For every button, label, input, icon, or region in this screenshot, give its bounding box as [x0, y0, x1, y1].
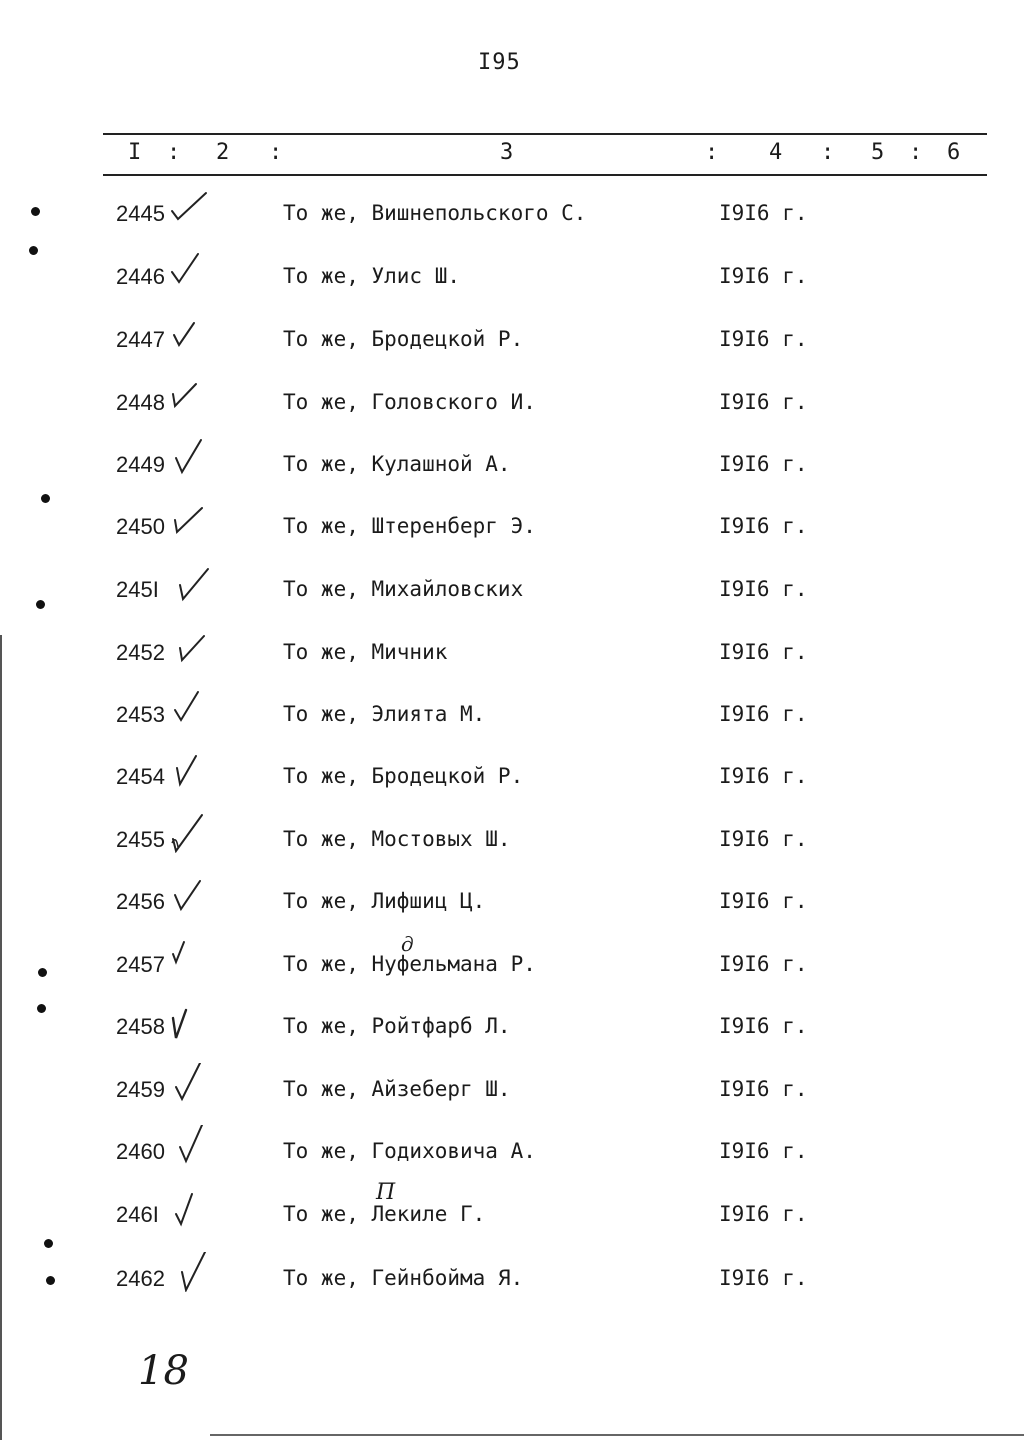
list-item [0, 702, 1024, 742]
record-number: 2447 [116, 327, 165, 352]
record-number: 2454 [116, 764, 165, 789]
record-year: I9I6 г. [719, 640, 808, 664]
handwritten-correction: П [376, 1180, 396, 1205]
record-year: I9I6 г. [719, 952, 808, 976]
record-description: То же, Годиховича А. [283, 1139, 536, 1163]
page-number: I95 [478, 50, 521, 75]
check-mark-icon [168, 500, 214, 540]
check-mark-icon [168, 750, 214, 790]
record-description: То же, Улис Ш. [283, 264, 461, 288]
record-description: То же, Бродецкой Р. [283, 327, 524, 351]
column-header-6: 6 [947, 140, 961, 165]
list-item [0, 1077, 1024, 1117]
record-number: 2450 [116, 514, 165, 539]
list-item [0, 889, 1024, 929]
list-item [0, 952, 1024, 992]
record-year: I9I6 г. [719, 1077, 808, 1101]
column-header-4: 4 [769, 140, 783, 165]
record-number: 2453 [116, 702, 165, 727]
column-separator-3: : [705, 140, 719, 165]
record-description: То же, Кулашной А. [283, 452, 511, 476]
list-item [0, 1139, 1024, 1179]
column-header-5: 5 [871, 140, 885, 165]
check-mark-icon [168, 563, 214, 603]
check-mark-icon [168, 1125, 214, 1165]
handwritten-correction: д [401, 932, 414, 956]
record-description: То же, Вишнепольского С. [283, 201, 587, 225]
check-mark-icon [168, 938, 214, 978]
binding-hole-mark [29, 246, 38, 255]
record-year: I9I6 г. [719, 1266, 808, 1290]
record-year: I9I6 г. [719, 201, 808, 225]
check-mark-icon [168, 813, 214, 853]
list-item [0, 1014, 1024, 1054]
binding-hole-mark [37, 1004, 46, 1013]
list-item [0, 514, 1024, 554]
record-description: То же, Лифшиц Ц. [283, 889, 486, 913]
record-number: 2448 [116, 390, 165, 415]
record-year: I9I6 г. [719, 390, 808, 414]
record-number: 2458 [116, 1014, 165, 1039]
check-mark-icon [168, 313, 214, 353]
check-mark-icon [168, 875, 214, 915]
record-description: То же, Головского И. [283, 390, 536, 414]
list-item [0, 764, 1024, 804]
record-year: I9I6 г. [719, 764, 808, 788]
list-item [0, 640, 1024, 680]
binding-hole-mark [44, 1239, 53, 1248]
page-edge-left [0, 635, 2, 1440]
list-item [0, 452, 1024, 492]
column-header-3: 3 [500, 140, 514, 165]
check-mark-icon [168, 626, 214, 666]
check-mark-icon [168, 187, 214, 227]
column-separator-1: : [167, 140, 181, 165]
record-description: То же, Элията М. [283, 702, 486, 726]
binding-hole-mark [38, 968, 47, 977]
record-year: I9I6 г. [719, 1202, 808, 1226]
column-header-1: I [128, 140, 142, 165]
record-description: То же, Бродецкой Р. [283, 764, 524, 788]
record-description: То же, Нуфельмана Р. [283, 952, 536, 976]
check-mark-icon [168, 250, 214, 290]
record-number: 246I [116, 1202, 159, 1227]
binding-hole-mark [41, 494, 50, 503]
column-separator-2: : [269, 140, 283, 165]
page-edge-bottom [210, 1434, 1024, 1436]
list-item [0, 264, 1024, 304]
list-item [0, 201, 1024, 241]
list-item [0, 577, 1024, 617]
record-number: 2457 [116, 952, 165, 977]
record-description: То же, Штеренберг Э. [283, 514, 536, 538]
record-year: I9I6 г. [719, 577, 808, 601]
check-mark-icon [168, 1252, 214, 1292]
record-number: 2459 [116, 1077, 165, 1102]
record-description: То же, Гейнбойма Я. [283, 1266, 524, 1290]
record-year: I9I6 г. [719, 827, 808, 851]
list-item [0, 827, 1024, 867]
check-mark-icon [168, 688, 214, 728]
header-bottom-rule [103, 174, 987, 176]
record-number: 2449 [116, 452, 165, 477]
record-number: 245I [116, 577, 159, 602]
record-year: I9I6 г. [719, 514, 808, 538]
record-number: 2456 [116, 889, 165, 914]
check-mark-icon [168, 1188, 214, 1228]
record-number: 2455 [116, 827, 165, 852]
list-item [0, 1266, 1024, 1306]
record-year: I9I6 г. [719, 264, 808, 288]
record-number: 2462 [116, 1266, 165, 1291]
check-mark-icon [168, 438, 214, 478]
column-separator-5: : [909, 140, 923, 165]
record-description: То же, Михайловских [283, 577, 524, 601]
list-item [0, 327, 1024, 367]
record-number: 2460 [116, 1139, 165, 1164]
header-top-rule [103, 133, 987, 135]
list-item [0, 1202, 1024, 1242]
record-year: I9I6 г. [719, 702, 808, 726]
record-year: I9I6 г. [719, 889, 808, 913]
record-year: I9I6 г. [719, 1139, 808, 1163]
record-description: То же, Лекиле Г. [283, 1202, 486, 1226]
binding-hole-mark [46, 1276, 55, 1285]
check-mark-icon [168, 376, 214, 416]
record-year: I9I6 г. [719, 452, 808, 476]
record-number: 2445 [116, 201, 165, 226]
record-description: То же, Мичник [283, 640, 448, 664]
record-description: То же, Ройтфарб Л. [283, 1014, 511, 1038]
binding-hole-mark [36, 600, 45, 609]
column-separator-4: : [821, 140, 835, 165]
record-number: 2452 [116, 640, 165, 665]
record-description: То же, Айзеберг Ш. [283, 1077, 511, 1101]
list-item [0, 390, 1024, 430]
record-year: I9I6 г. [719, 1014, 808, 1038]
handwritten-sheet-count: 18 [138, 1348, 189, 1394]
record-description: То же, Мостовых Ш. [283, 827, 511, 851]
column-header-2: 2 [216, 140, 230, 165]
binding-hole-mark [31, 207, 40, 216]
check-mark-icon [168, 1063, 214, 1103]
record-year: I9I6 г. [719, 327, 808, 351]
record-number: 2446 [116, 264, 165, 289]
check-mark-icon [168, 1000, 214, 1040]
